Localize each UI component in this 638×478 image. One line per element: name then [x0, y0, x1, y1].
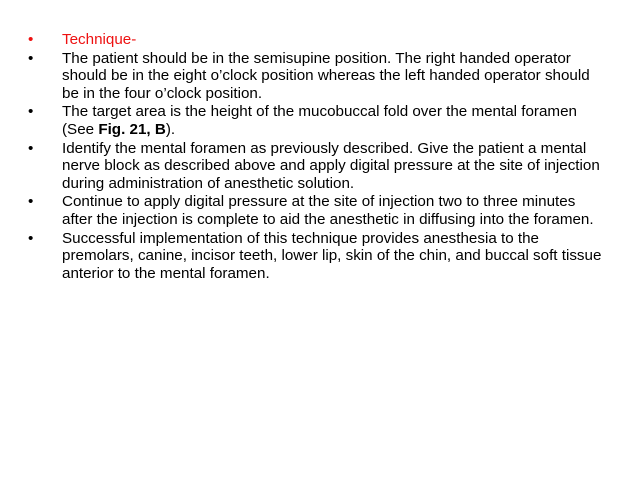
figure-reference-suffix: ).	[165, 120, 176, 138]
heading-technique: Technique-	[62, 31, 137, 48]
bullet-marker: •	[28, 139, 34, 157]
bullet-text: Identify the mental foramen as previously described. Give the patient a mental nerve block as described above and apply digital pressure at the site of injection during administration of anesthetic solution.	[62, 139, 600, 192]
bullet-marker: •	[28, 193, 34, 211]
bullet-marker: •	[28, 31, 34, 48]
bullet-digital-pressure	[28, 193, 608, 228]
bullet-target-area	[28, 103, 608, 138]
bullet-marker: •	[28, 49, 34, 67]
bullet-text: Continue to apply digital pressure at the site of injection two to three minutes after the injection is complete to aid the anesthetic in diffusing into the foramen.	[62, 193, 594, 228]
bullet-text: The target area is the height of the mucobuccal fold over the mental foramen (See	[62, 103, 577, 138]
bullet-heading	[28, 31, 608, 49]
bullet-patient-position	[28, 50, 608, 103]
figure-reference: Fig. 21, B	[98, 120, 166, 138]
bullet-text: The patient should be in the semisupine position. The right handed operator should be in the eight o’clock position whereas the left handed operator should be in the four o’clock position.	[62, 49, 590, 102]
bullet-list	[28, 31, 608, 283]
bullet-identify-foramen	[28, 140, 608, 193]
bullet-marker: •	[28, 103, 34, 121]
bullet-successful-implementation	[28, 230, 608, 283]
bullet-text: Successful implementation of this technique provides anesthesia to the premolars, canine, incisor teeth, lower lip, skin of the chin, and buccal soft tissue anterior to the mental foramen.	[62, 229, 602, 282]
bullet-marker: •	[28, 229, 34, 247]
